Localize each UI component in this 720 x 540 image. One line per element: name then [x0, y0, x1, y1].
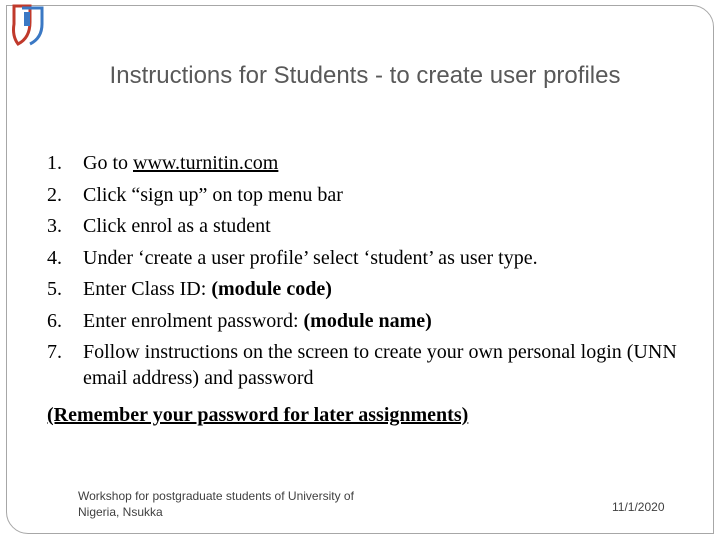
footer-workshop-text: Workshop for postgraduate students of University of Nigeria, Nsukka	[78, 489, 354, 519]
list-item	[47, 150, 707, 176]
list-item	[47, 276, 707, 302]
password-reminder: (Remember your password for later assignments)	[47, 404, 469, 426]
list-number: 4.	[47, 246, 62, 269]
university-logo-icon	[8, 2, 44, 48]
list-item	[47, 245, 707, 271]
step-text: Under ‘create a user profile’ select ‘student’ as user type.	[83, 246, 538, 269]
list-item	[47, 213, 707, 239]
step-text: Follow instructions on the screen to create your own personal login (UNN email address) and password	[83, 341, 677, 389]
module-name-text: (module name)	[303, 309, 432, 332]
step-text: Enter enrolment password:	[83, 309, 304, 332]
step-text: Click enrol as a student	[83, 215, 271, 237]
footer-date: 11/1/2020	[612, 500, 665, 514]
slide-title: Instructions for Students - to create user profiles	[109, 62, 621, 89]
module-code-text: (module code)	[211, 278, 332, 300]
instruction-list	[47, 150, 707, 391]
step-text: Click “sign up” on top menu bar	[83, 183, 343, 206]
step-text: Go to	[83, 152, 133, 174]
list-number: 2.	[47, 183, 62, 206]
list-item	[47, 182, 707, 208]
list-number: 1.	[47, 152, 62, 174]
list-number: 5.	[47, 278, 62, 300]
list-number: 7.	[47, 341, 62, 363]
list-number: 3.	[47, 215, 62, 237]
list-item	[47, 308, 707, 334]
list-number: 6.	[47, 309, 62, 332]
list-item	[47, 339, 707, 391]
step-text: Enter Class ID:	[83, 278, 212, 300]
turnitin-link[interactable]: www.turnitin.com	[133, 152, 279, 174]
